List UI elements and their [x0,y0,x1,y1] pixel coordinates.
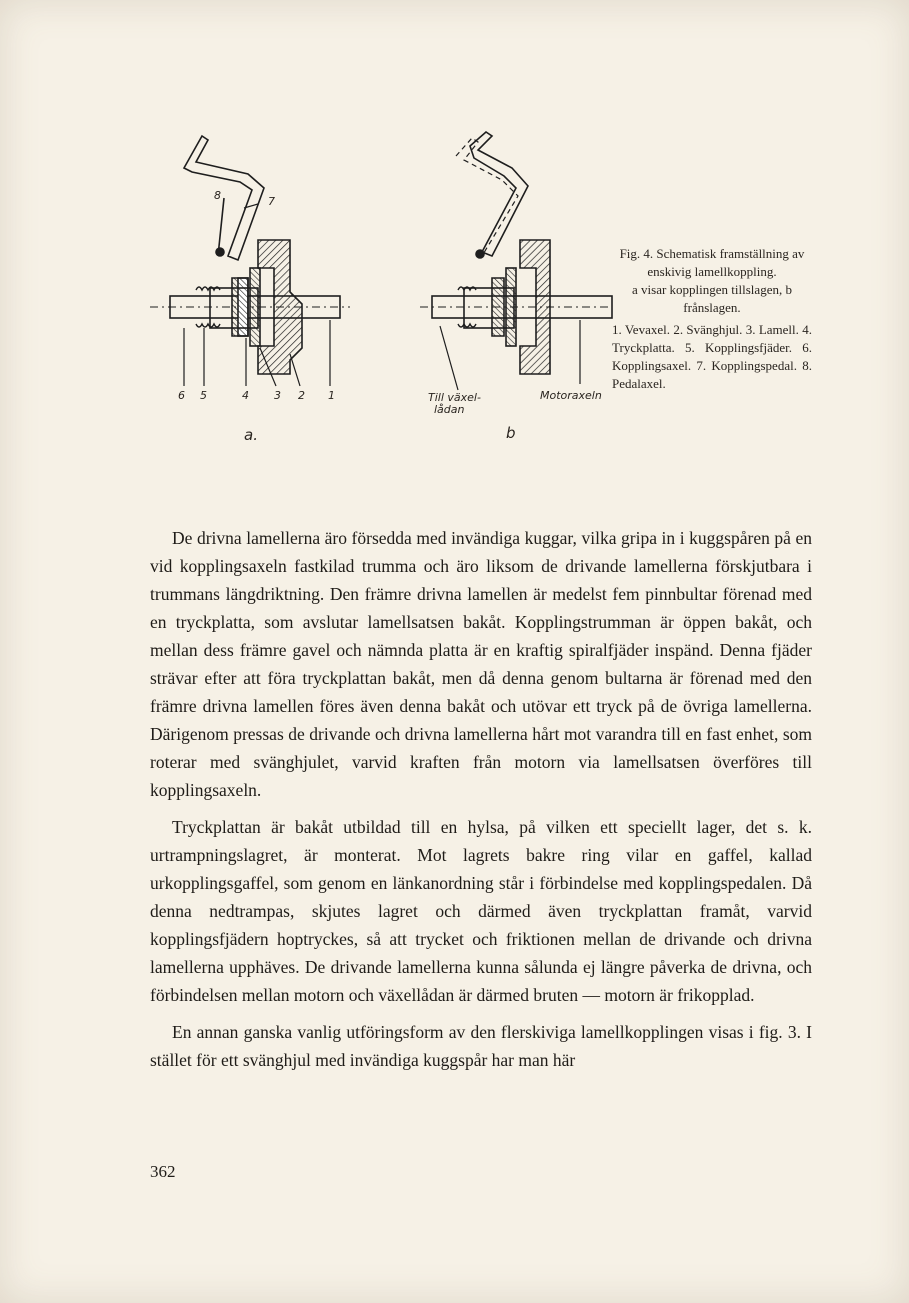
figure-caption [612,245,812,393]
part-number-1: 1 [328,389,335,402]
label-gearbox-line1: Till växel- [428,391,481,404]
diagram-a [150,136,350,386]
label-gearbox-line2: lådan [434,403,465,416]
part-number-2: 2 [298,389,305,402]
part-number-7: 7 [268,195,275,208]
paragraph-1: De drivna lamellerna äro försedda med invändiga kuggar, vilka gripa in i kuggspåren på en vid kopplingsaxeln fastkilad trumma och äro liksom de drivande lamellerna förskjutbara i trummans längdriktning. Den främre drivna lamellen är medelst fem pinnbultar förenad med en tryckplatta, som avslutar lamellsatsen bakåt. Kopplingstrumman är öppen bakåt, och mellan dess främre gavel och nämnda platta är en kraftig spiralfjäder inspänd. Denna fjäder strävar efter att föra tryckplattan bakåt, men då denna genom bultarna är förenad med den främre drivna lamellen föres även denna bakåt och utövar ett tryck på de övriga lamellerna. Därigenom pressas de drivande och drivna lamellerna hårt mot varandra till en fast enhet, som roterar med svänghjulet, varvid kraften från motorn via lamellsatsen överföres till kopplingsaxeln. [150,528,812,800]
clutch-diagram [140,128,620,458]
part-number-5: 5 [200,389,207,402]
diagram-b [420,132,612,390]
caption-legend: 1. Vevaxel. 2. Svänghjul. 3. Lamell. 4. Tryckplatta. 5. Kopplingsfjäder. 6. Kopplingsaxel. 7. Kopplingspedal. 8. Pedalaxel. [612,322,812,391]
clutch-figure [140,128,620,458]
body-text [150,524,812,1074]
part-number-6: 6 [178,389,185,402]
sub-label-b: b [506,424,516,442]
part-number-4: 4 [242,389,249,402]
page-number: 362 [150,1162,176,1181]
label-motor-shaft: Motoraxeln [540,389,602,402]
paragraph-3: En annan ganska vanlig utföringsform av den flerskiviga lamellkopplingen visas i fig. 3. I stället för ett svänghjul med invändiga kuggspår har man här [150,1022,812,1070]
sub-label-a: a. [244,426,258,444]
caption-title: Fig. 4. Schematisk framställning av enskivig lamellkoppling. [619,246,805,279]
part-number-8: 8 [214,189,221,202]
part-number-3: 3 [274,389,281,402]
paragraph-2: Tryckplattan är bakåt utbildad till en hylsa, på vilken ett speciellt lager, det s. k. urtrampningslagret, är monterat. Mot lagrets bakre ring vilar en gaffel, kallad urkopplingsgaffel, som genom en länkanordning står i förbindelse med kopplingspedalen. Då denna nedtrampas, skjutes lagret och därmed även tryckplattan framåt, varvid kopplingsfjädern hoptryckes, så att trycket och friktionen mellan de drivande och drivna lamellerna upphäves. De drivande lamellerna kunna sålunda ej längre påverka de drivna, och förbindelsen mellan motorn och växellådan är därmed bruten — motorn är frikopplad. [150,817,812,1005]
caption-ab-note: a visar kopplingen tillslagen, b frånslagen. [632,282,792,315]
